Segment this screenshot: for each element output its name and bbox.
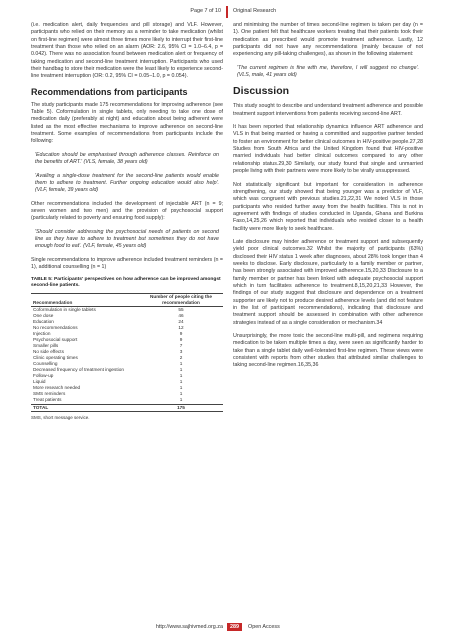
count-cell: 1 [179, 373, 183, 379]
table-header-row [31, 293, 223, 306]
recommendation-cell: One dose [33, 312, 54, 318]
paragraph: Unsurprisingly, the more toxic the second-line multi-pill, and regimens requiring medication to be taken multiple times a day, were seen as significantly harder to take than a single tablet daily well-tolerated first-line regimen. These views were consistent with reports from other studies that attributed similar challenges to taking second-line regimen.16,35,36 [233, 333, 423, 369]
recommendation-cell: More research needed [33, 385, 81, 391]
paragraph: This study sought to describe and understand treatment adherence and possible treatment support interventions from patients receiving second-line ART. [233, 103, 423, 117]
recommendation-cell: Counselling [33, 361, 58, 367]
count-cell: 7 [179, 343, 183, 349]
recommendation-cell: Injection [33, 330, 51, 336]
recommendation-cell: Treat patients [33, 397, 62, 403]
paragraph: The study participants made 175 recommendations for improving adherence (see Table 5). Coformulation in single tablets, only needing to take one dose of medication daily (preferably at night) and education about being adherent were listed as the most effective mechanisms to improve adherence on second-line treatment. Some examples of recommendations from participants include the following: [31, 101, 223, 145]
recommendation-cell: No recommendations [33, 324, 78, 330]
table-caption: TABLE 5: Participants' perspectives on how adherence can be improved amongst second-line patients. [31, 277, 221, 289]
section-label: Original Research [233, 8, 277, 14]
total-count: 175 [139, 404, 223, 411]
table-note: SMS, short message service. [31, 414, 90, 420]
recommendation-cell: Education [33, 318, 54, 324]
column-header-recommendation: Recommendation [31, 293, 139, 306]
open-access-label: Open Access [248, 624, 280, 630]
participant-quote: 'Availing a single-dose treatment for the second-line patients would enable them to adhere to treatment. Further ongoing education would also help'. (VLF, female, 39 years old) [35, 172, 219, 194]
count-cell: 46 [178, 312, 184, 318]
recommendation-cell: Liquid [33, 379, 46, 385]
count-cell: 1 [179, 379, 183, 385]
paragraph: Single recommendations to improve adherence included treatment reminders (n = 1), additional counselling (n = 1) [31, 256, 223, 270]
count-cell: 1 [179, 397, 183, 403]
count-cell: 3 [179, 349, 183, 355]
participant-quote: 'Education should be emphasised through adherence classes. Reinforce on the benefits of ART.' (VLS, female, 38 years old) [35, 151, 219, 166]
recommendation-cell: No side effects [33, 349, 64, 355]
participant-quote: 'The current regimen is fine with me, therefore, I will suggest no change'. (VLS, male, 41 years old) [237, 64, 419, 79]
page-header [0, 6, 453, 20]
recommendation-cell: Clinic operating times [33, 355, 78, 361]
left-column [31, 22, 223, 421]
paragraph: Late disclosure may hinder adherence or treatment support and subsequently yield poor clinical outcomes.32 Whilst the majority of participants (63%) disclosed their HIV status 1 week after diagnoses, about 28% took longer than 4 weeks to disclose. Early disclosure, particularly to a family member or partner, has been strongly associated with improved adherence.15,20,33 Disclosure to a family member or partner has been linked with adequate psychosocial support which in turn facilitates adherence to treatment.8,15,20,21,33 However, the findings of our study suggest that disclosure and dependence on a treatment supporter are likely not to produce desired adherence levels (and did not feature in the list of participant recommendations), indicating that disclosure and treatment support should be assessed in combination with other adherence strategies instead of as a single consideration or mechanism.34 [233, 238, 423, 326]
count-cell: 2 [179, 355, 183, 361]
header-divider [226, 6, 228, 18]
paragraph: Other recommendations included the development of injectable ART (n = 9; seven women and two men) and the provision of psychosocial support (particularly related to poverty and ensuring food supply): [31, 200, 223, 222]
page-number-badge: 289 [227, 623, 242, 631]
recommendation-cell: Coformulation in single tablets [33, 306, 96, 312]
section-heading-discussion: Discussion [233, 85, 290, 98]
count-cell: 55 [178, 306, 184, 312]
count-cell: 1 [179, 391, 183, 397]
count-cell: 9 [179, 330, 183, 336]
paragraph: Not statistically significant but important for consideration in adherence strengthening, our study showed that being younger was a predictor of VLF, which was congruent with previous studies.21,22,31 We noted VLS in those participants who resided further away from the health facilities. This is not in agreement with findings of studies conducted in Uganda, Ghana and Burkina Faso,14,25,26 which reported that individuals who resided closer to a health facility were more likely to seek healthcare. [233, 181, 423, 232]
total-label: TOTAL [31, 404, 139, 411]
recommendation-cell: Follow-up [33, 373, 54, 379]
recommendations-table [31, 293, 223, 412]
recommendation-cell: Psychosocial support [33, 337, 78, 343]
page-indicator: Page 7 of 10 [190, 8, 221, 14]
table-body [31, 306, 223, 411]
count-cell: 1 [179, 385, 183, 391]
participant-quote: 'Should consider addressing the psychosocial needs of patients on second line as they have to adhere to treatment but sometimes they do not have enough food to eat'. (VLF, female, 45 years old) [35, 228, 219, 250]
recommendation-cell: Smaller pills [33, 343, 59, 349]
count-cell: 12 [178, 324, 184, 330]
right-column [233, 22, 423, 376]
recommendation-cell: Decreased frequency of treatment ingestion [33, 367, 124, 373]
count-cell: 1 [179, 367, 183, 373]
column-header-count: Number of people citing the recommendation [139, 293, 223, 306]
section-heading-recommendations: Recommendations from participants [31, 86, 188, 97]
count-cell: 9 [179, 337, 183, 343]
count-cell: 24 [178, 318, 184, 324]
table-total-row [31, 404, 223, 411]
paragraph: It has been reported that relationship dynamics influence ART adherence and VLS in that being married or having a committed and supportive partner tended to foster an environment for better clinical outcomes in HIV-positive people.27,28 Studies from South Africa and the United Kingdom found that HIV-positive married individuals had better clinical outcomes compared to any other relationship status.29,30 Similarly, our study found that single and unmarried people living with their partners were more likely to be virally unsuppressed. [233, 124, 423, 175]
recommendation-cell: SMS reminders [33, 391, 66, 397]
count-cell: 1 [179, 361, 183, 367]
paragraph: and minimising the number of times second-line regimen is taken per day (n = 1). One patient felt that healthcare workers treating that their patients took their medication as prescribed would promote treatment adherence. Lastly, 12 participants did not have any recommendations (mainly because of not experiencing any pill-taking challenges), as shown in the following statement: [233, 22, 423, 58]
journal-url-link[interactable]: http://www.sajhivmed.org.za [155, 624, 223, 630]
paragraph: (i.e. medication alert, daily frequencies and pill storage) and VLF. However, participants who relied on their memory as a reminder to take medication (whilst on first-line regimen) were almost three times more likely to interrupt their first-line treatment than those who relied on an alarm (AOR: 2.6, 95% CI = 1.0–6.4, p = 0.042). There was no association found between medication alert or frequency of taking medication and second-line treatment interruption. Participants who used their handbag to store their medication were the least likely to experience second-line treatment interruption (OR: 0.2, 95% CI = 0.05–1.0, p = 0.054). [31, 22, 223, 80]
